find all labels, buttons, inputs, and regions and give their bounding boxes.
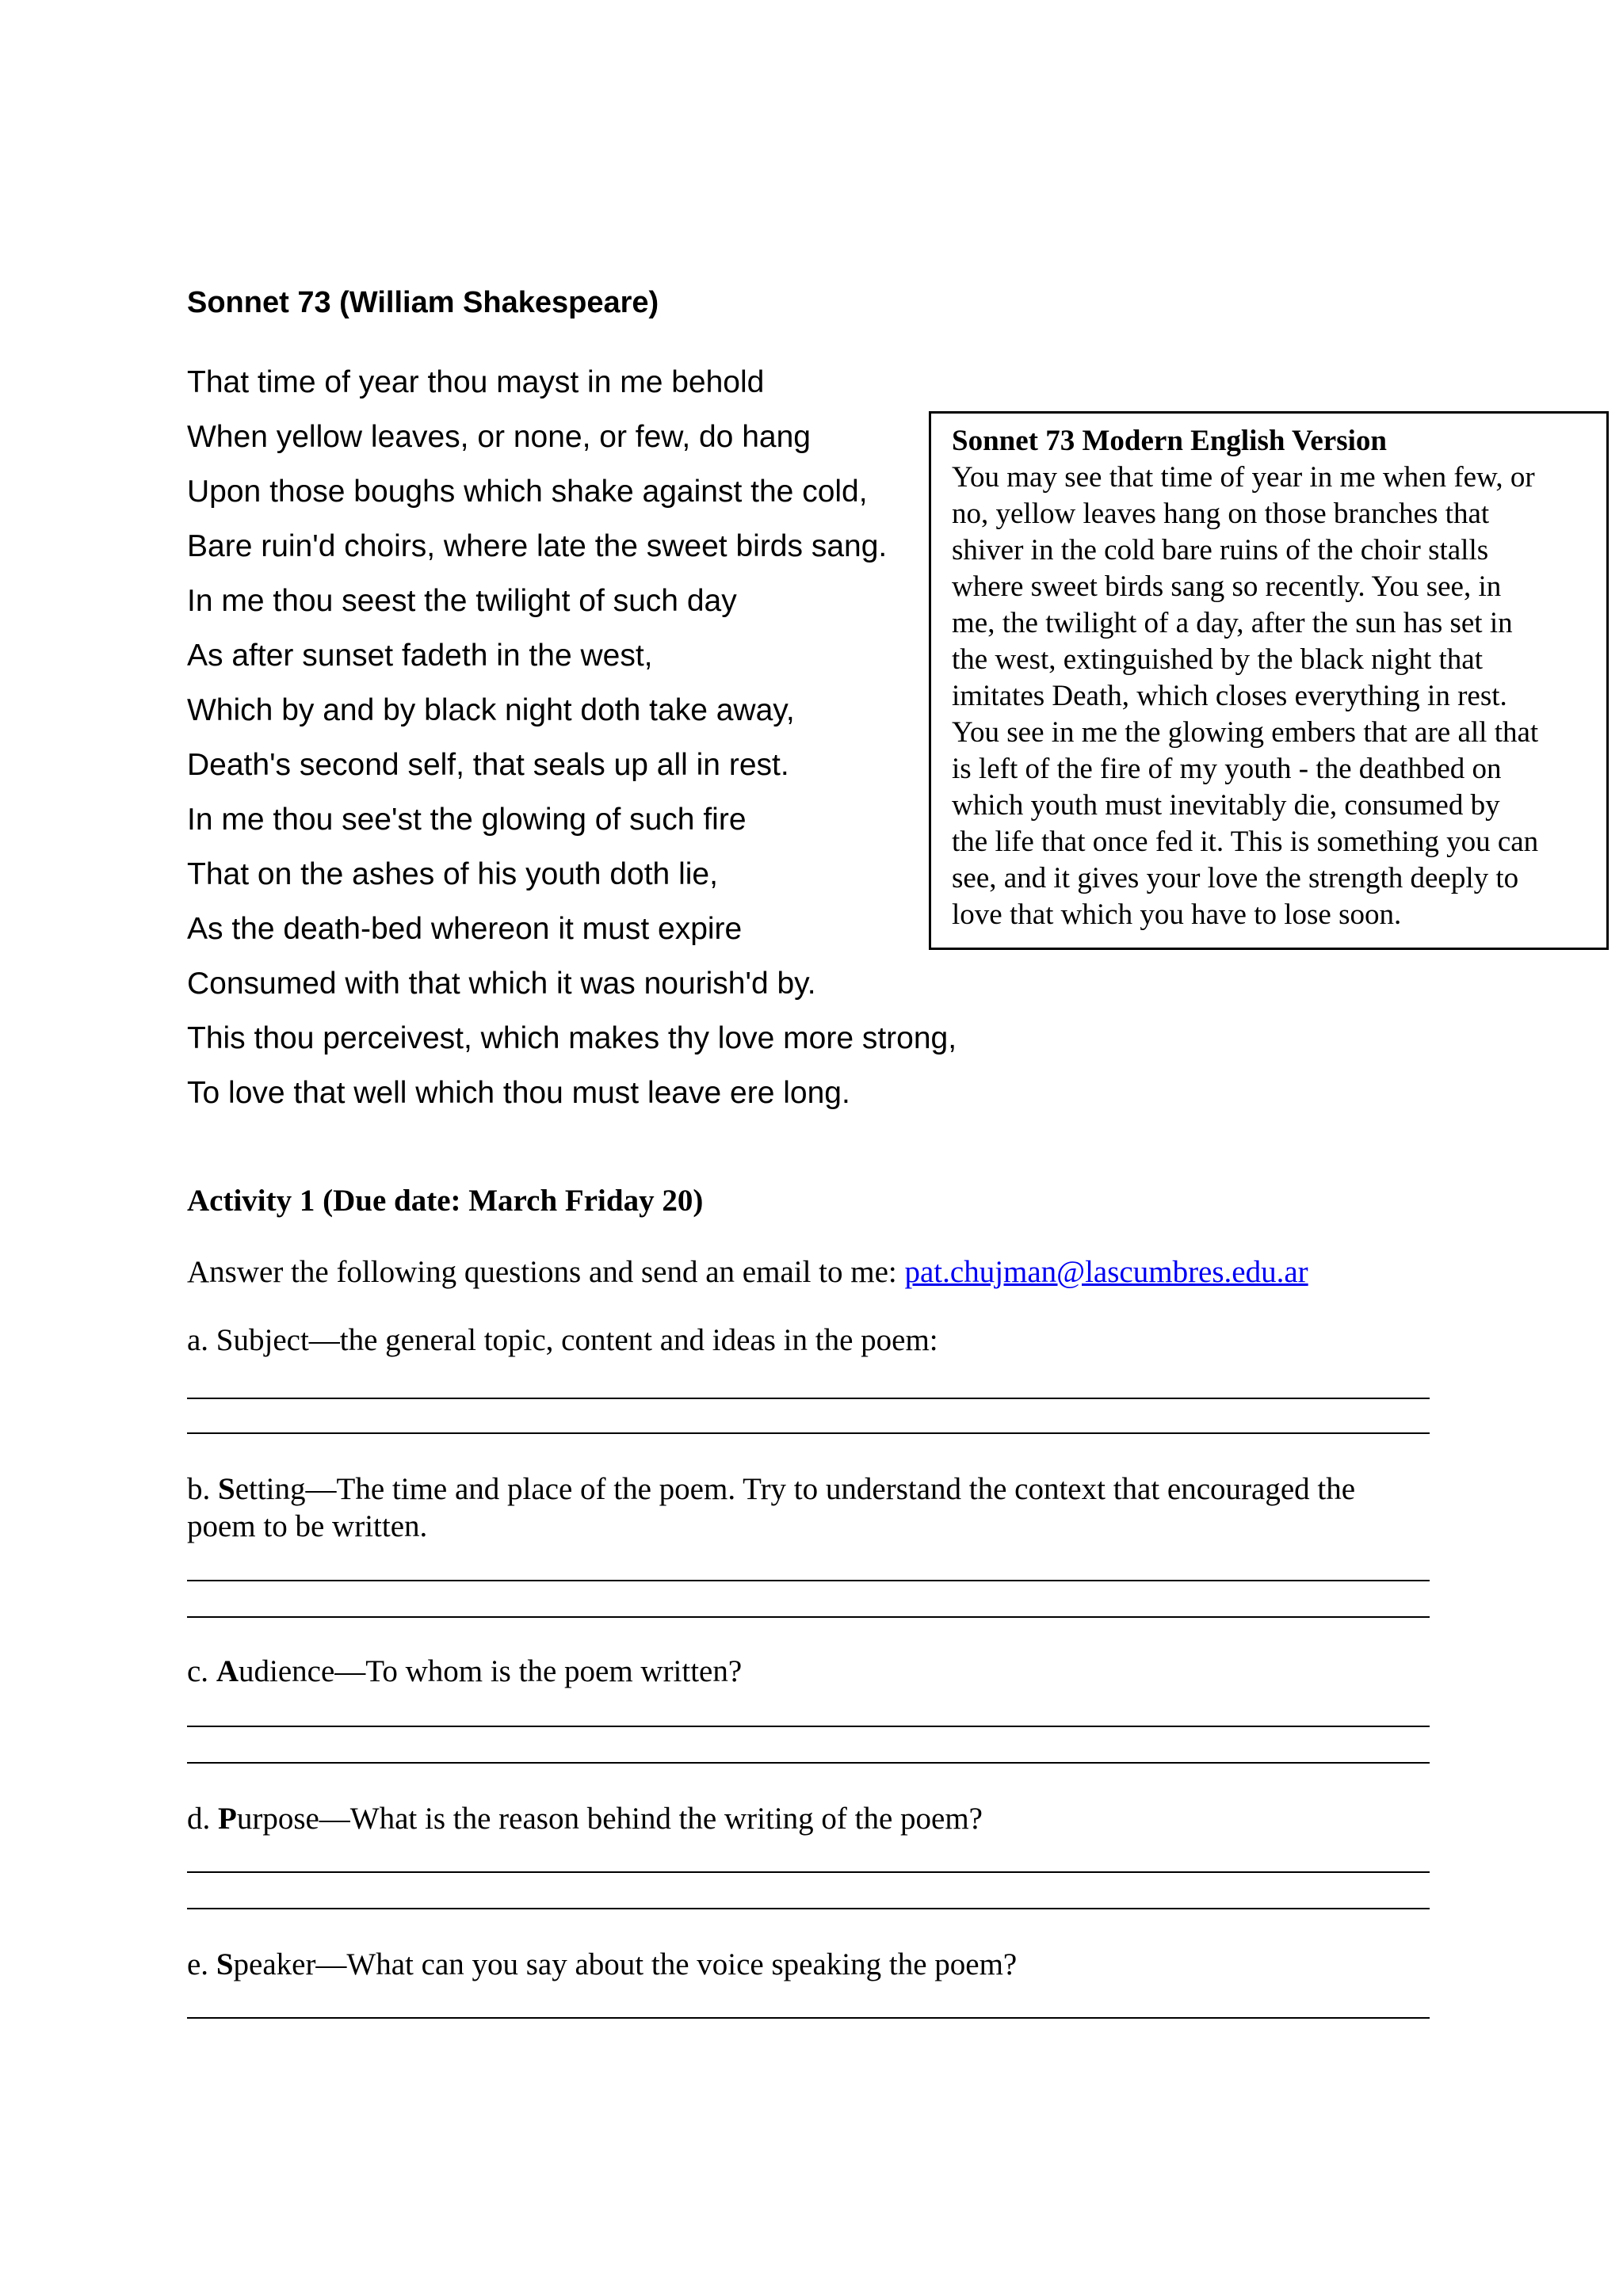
- question-speaker: [187, 1946, 1430, 1983]
- question-prefix: e.: [187, 1947, 216, 1981]
- modern-version-line: You see in me the glowing embers that are all that: [952, 716, 1539, 749]
- question-rest: urpose—What is the reason behind the writing of the poem?: [236, 1802, 983, 1836]
- modern-version-line: me, the twilight of a day, after the sun has set in: [952, 607, 1513, 639]
- question-prefix: b.: [187, 1472, 218, 1506]
- question-initial: P: [218, 1802, 237, 1836]
- answer-line[interactable]: [187, 1726, 1430, 1727]
- poem-line: When yellow leaves, or none, or few, do hang: [187, 420, 811, 454]
- activity-title: Activity 1 (Due date: March Friday 20): [187, 1184, 704, 1218]
- question-rest: udience—To whom is the poem written?: [238, 1654, 743, 1688]
- modern-version-line: the west, extinguished by the black night that: [952, 643, 1483, 676]
- activity-instructions: [187, 1252, 1308, 1293]
- modern-version-line: no, yellow leaves hang on those branches that: [952, 498, 1490, 530]
- modern-version-line: love that which you have to lose soon.: [952, 898, 1402, 931]
- question-setting: [187, 1470, 1430, 1545]
- answer-line[interactable]: [187, 2017, 1430, 2019]
- poem-line: To love that well which thou must leave ere long.: [187, 1076, 850, 1110]
- question-text: [187, 1322, 1430, 1359]
- answer-line[interactable]: [187, 1432, 1430, 1434]
- modern-version-line: shiver in the cold bare ruins of the choir stalls: [952, 534, 1489, 566]
- modern-version-title: Sonnet 73 Modern English Version: [952, 425, 1387, 457]
- question-subject: [187, 1322, 1430, 1359]
- question-text: [187, 1800, 1430, 1837]
- instructions-text: Answer the following questions and send an email to me:: [187, 1255, 905, 1289]
- poem-line: This thou perceivest, which makes thy love more strong,: [187, 1021, 957, 1055]
- poem-line: Bare ruin'd choirs, where late the sweet birds sang.: [187, 529, 888, 563]
- poem-line: That time of year thou mayst in me behold: [187, 365, 765, 399]
- modern-version-line: where sweet birds sang so recently. You see, in: [952, 570, 1502, 603]
- email-link[interactable]: pat.chujman@lascumbres.edu.ar: [904, 1255, 1308, 1289]
- question-text-line2: poem to be written.: [187, 1509, 428, 1543]
- poem-title: Sonnet 73 (William Shakespeare): [187, 286, 659, 319]
- question-initial: A: [216, 1654, 239, 1688]
- question-text: [187, 1653, 1430, 1690]
- poem-line: In me thou see'st the glowing of such fire: [187, 803, 747, 837]
- question-text: [187, 1946, 1430, 1983]
- question-purpose: [187, 1800, 1430, 1837]
- poem-line: As after sunset fadeth in the west,: [187, 639, 653, 673]
- answer-line[interactable]: [187, 1762, 1430, 1764]
- answer-line[interactable]: [187, 1616, 1430, 1618]
- modern-version-line: the life that once fed it. This is something you can: [952, 826, 1539, 858]
- modern-version-box: [929, 411, 1609, 950]
- poem-line: That on the ashes of his youth doth lie,: [187, 857, 718, 891]
- poem-line: Which by and by black night doth take away,: [187, 693, 795, 727]
- question-audience: [187, 1653, 1430, 1690]
- poem-line: Death's second self, that seals up all in rest.: [187, 748, 789, 782]
- answer-line[interactable]: [187, 1580, 1430, 1581]
- question-prefix: c.: [187, 1654, 216, 1688]
- poem-line: Consumed with that which it was nourish'd by.: [187, 967, 816, 1001]
- modern-version-line: You may see that time of year in me when few, or: [952, 461, 1535, 494]
- answer-line[interactable]: [187, 1398, 1430, 1399]
- question-rest: peaker—What can you say about the voice speaking the poem?: [233, 1947, 1018, 1981]
- question-text: [187, 1470, 1430, 1508]
- modern-version-line: which youth must inevitably die, consumed by: [952, 789, 1500, 822]
- question-prefix: a. Subject—the general topic, content and ideas in the poem:: [187, 1323, 938, 1357]
- question-prefix: d.: [187, 1802, 218, 1836]
- poem-line: Upon those boughs which shake against the cold,: [187, 475, 868, 509]
- poem-line: As the death-bed whereon it must expire: [187, 912, 743, 946]
- poem-line: In me thou seest the twilight of such day: [187, 584, 737, 618]
- answer-line[interactable]: [187, 1871, 1430, 1873]
- answer-line[interactable]: [187, 1908, 1430, 1909]
- question-rest: etting—The time and place of the poem. Try to understand the context that encouraged the: [235, 1472, 1356, 1506]
- poem-body: [187, 355, 957, 1120]
- modern-version-line: imitates Death, which closes everything in rest.: [952, 680, 1507, 712]
- question-initial: S: [216, 1947, 234, 1981]
- modern-version-line: see, and it gives your love the strength deeply to: [952, 862, 1519, 894]
- question-initial: S: [218, 1472, 235, 1506]
- modern-version-line: is left of the fire of my youth - the deathbed on: [952, 753, 1502, 785]
